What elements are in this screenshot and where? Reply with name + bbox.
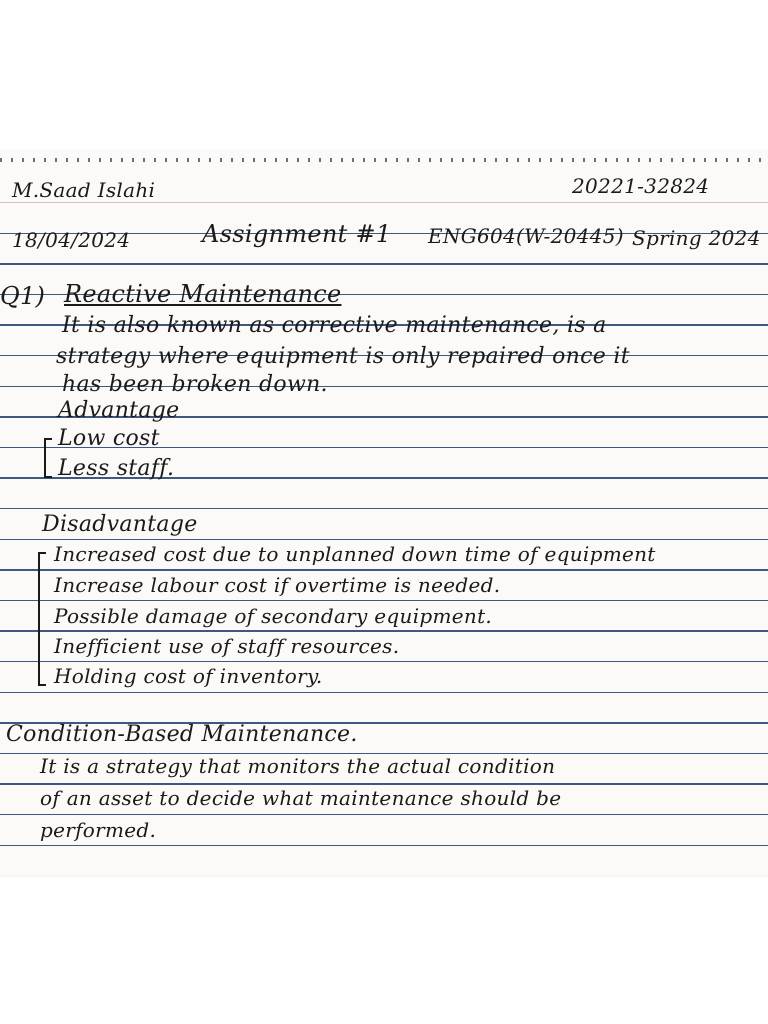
term: Spring 2024 <box>632 226 761 250</box>
ruled-line <box>0 539 768 540</box>
page-perforation <box>0 158 768 162</box>
ruled-line <box>0 692 768 693</box>
condition-based-heading: Condition-Based Maintenance. <box>6 722 358 747</box>
notebook-page <box>0 150 768 875</box>
student-name: M.Saad Islahi <box>12 178 156 202</box>
advantage-brace <box>44 438 52 478</box>
ruled-line <box>0 600 768 601</box>
disadvantage-item: Increase labour cost if overtime is needed. <box>54 573 501 597</box>
q1-heading: Reactive Maintenance <box>64 280 342 308</box>
condition-based-definition-line: It is a strategy that monitors the actual condition <box>40 754 556 778</box>
disadvantage-heading: Disadvantage <box>42 512 198 537</box>
course-code: ENG604(W-20445) <box>428 224 624 248</box>
ruled-line <box>0 508 768 509</box>
ruled-line <box>0 202 768 203</box>
ruled-line <box>0 661 768 662</box>
submission-date: 18/04/2024 <box>12 228 131 252</box>
assignment-title: Assignment #1 <box>202 220 392 248</box>
disadvantage-item: Holding cost of inventory. <box>54 664 323 688</box>
disadvantage-item: Increased cost due to unplanned down time of equipment <box>54 542 656 566</box>
ruled-line <box>0 569 768 570</box>
condition-based-definition-line: of an asset to decide what maintenance should be <box>40 786 562 810</box>
q1-definition-line: It is also known as corrective maintenance, is a <box>62 313 607 338</box>
ruled-line <box>0 630 768 631</box>
disadvantage-brace <box>38 552 46 686</box>
disadvantage-item: Inefficient use of staff resources. <box>54 634 400 658</box>
student-id: 20221-32824 <box>572 174 710 198</box>
advantage-item: Low cost <box>58 426 160 451</box>
question-label: Q1) <box>0 282 46 310</box>
advantage-heading: Advantage <box>58 398 180 423</box>
ruled-line <box>0 814 768 815</box>
ruled-line <box>0 263 768 264</box>
ruled-line <box>0 783 768 784</box>
q1-definition-line: has been broken down. <box>62 372 328 397</box>
condition-based-definition-line: performed. <box>40 818 157 842</box>
q1-definition-line: strategy where equipment is only repaired once it <box>56 344 630 369</box>
ruled-line <box>0 845 768 846</box>
disadvantage-item: Possible damage of secondary equipment. <box>54 604 493 628</box>
advantage-item: Less staff. <box>58 456 175 481</box>
